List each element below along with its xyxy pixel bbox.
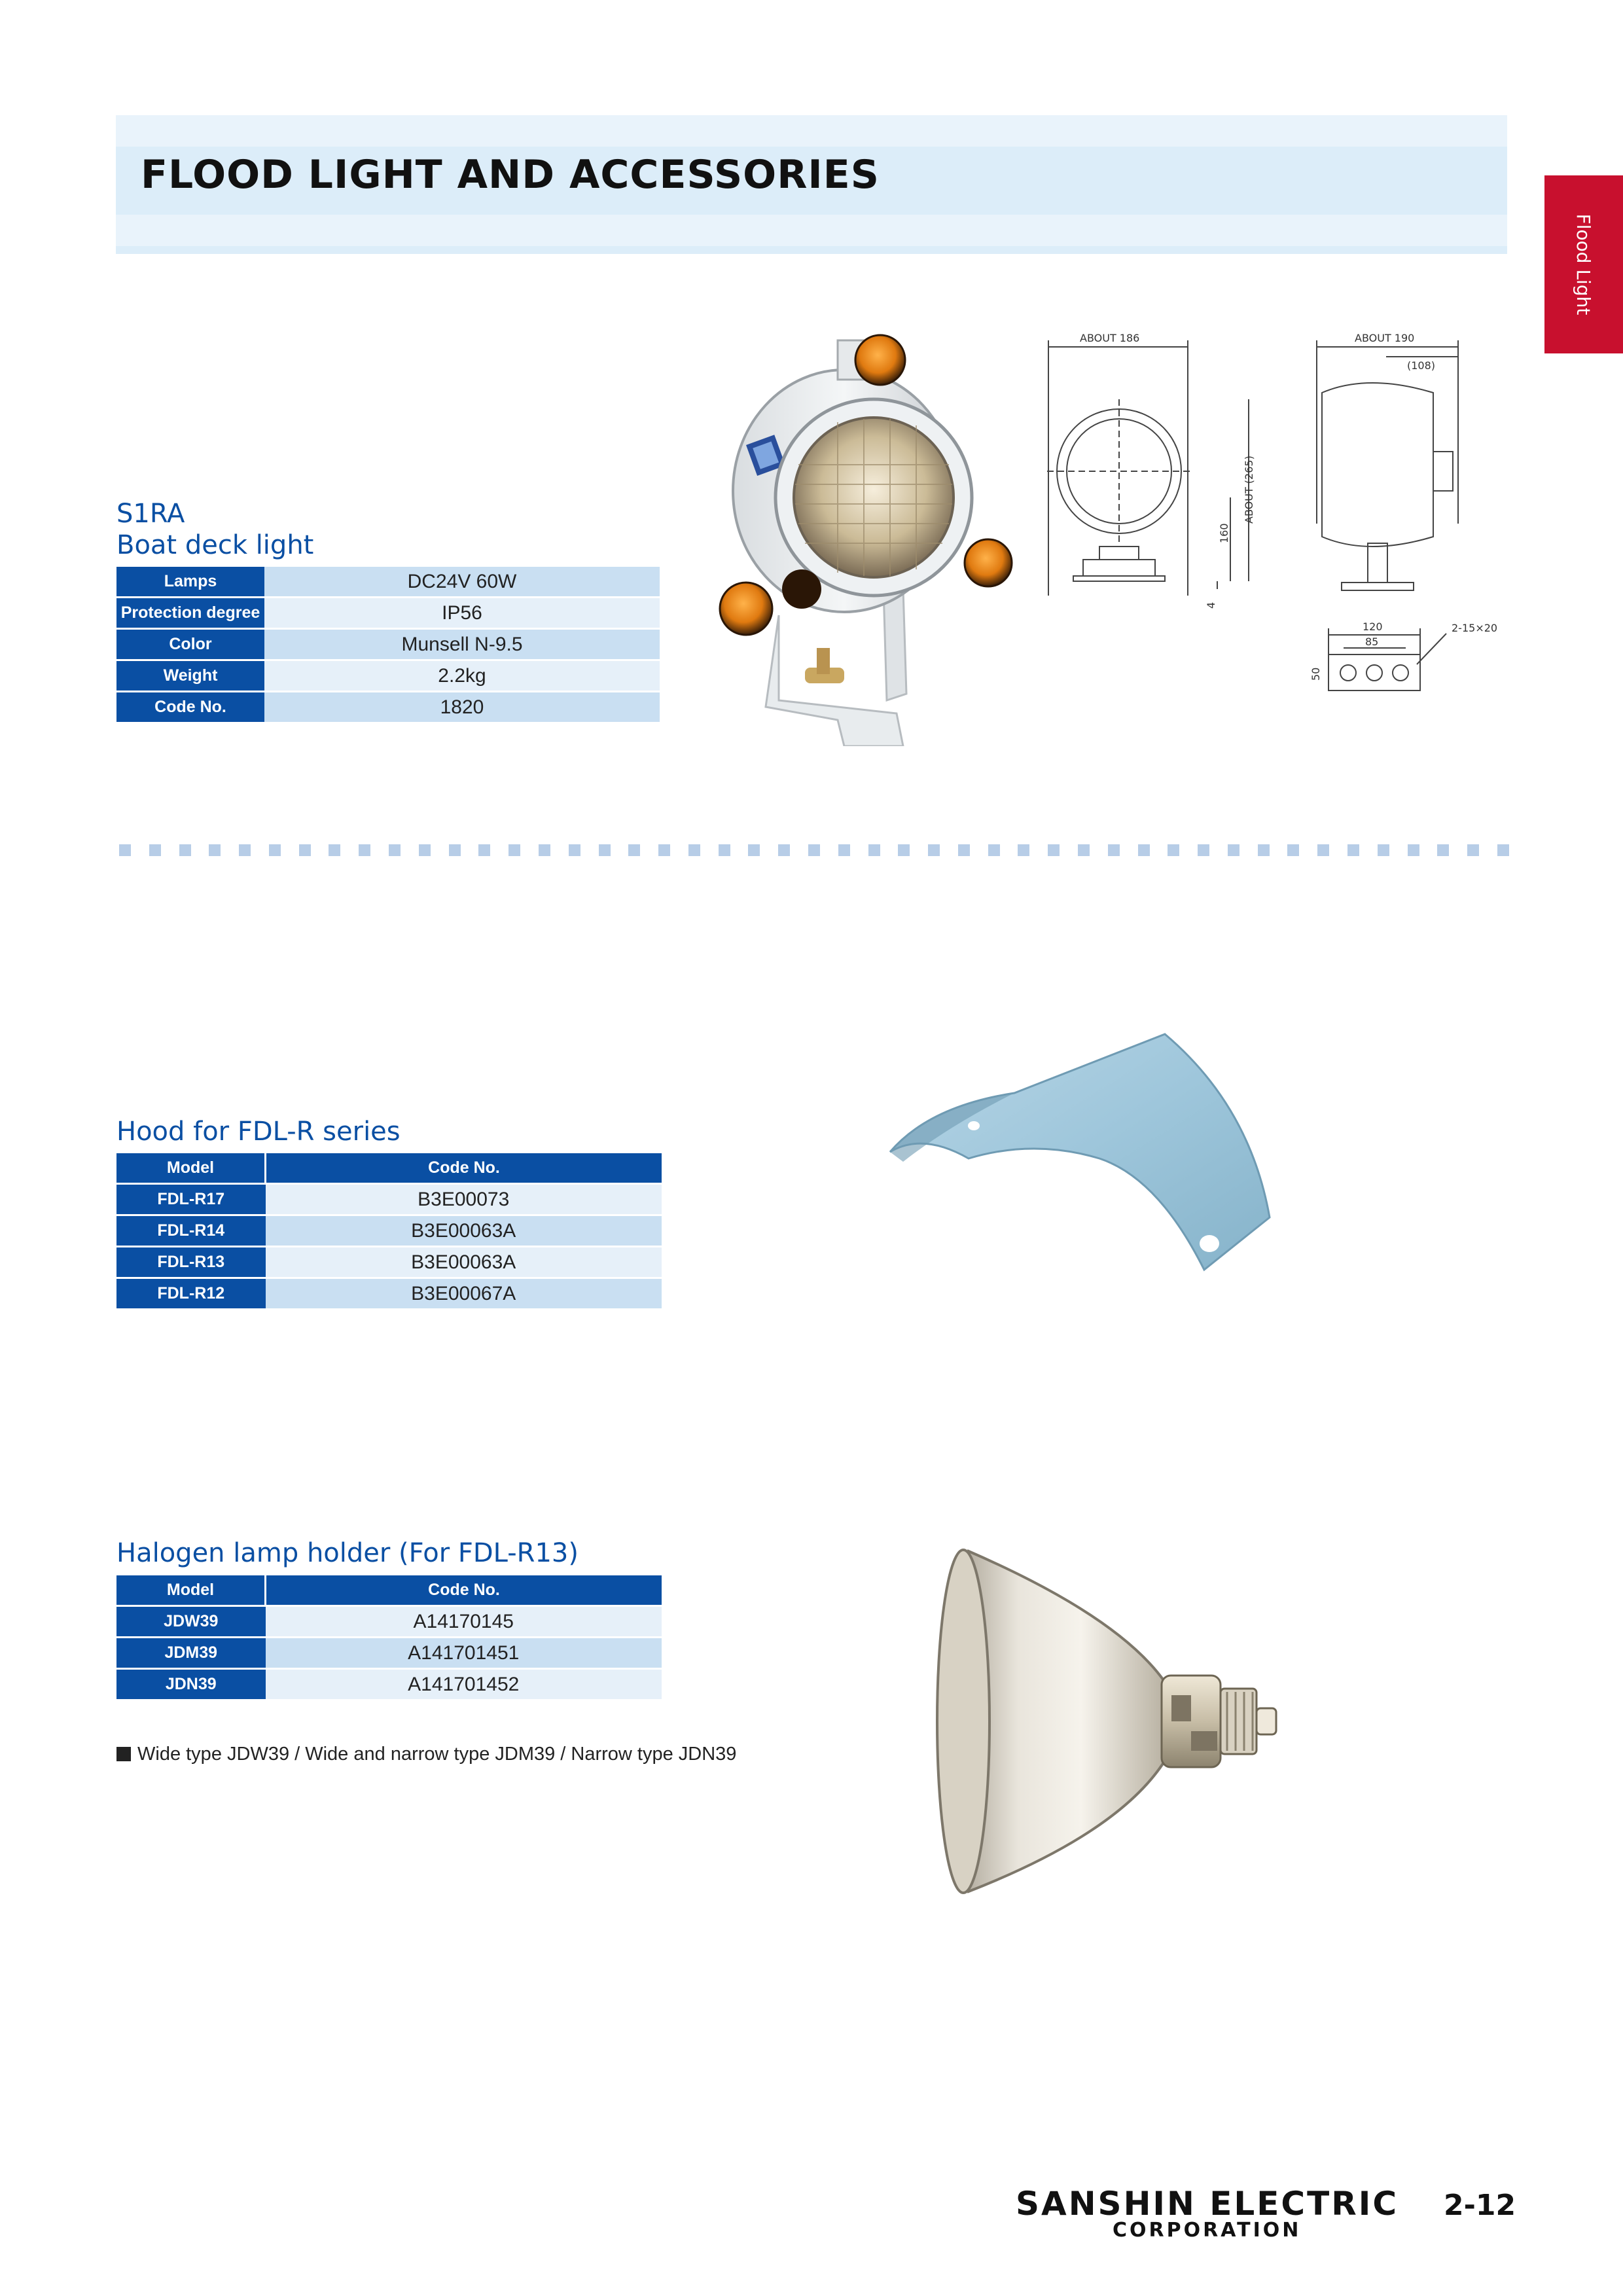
spec-value: 2.2kg	[264, 660, 660, 692]
page-number: 2-12	[1444, 2189, 1516, 2222]
spec-value: DC24V 60W	[264, 567, 660, 598]
code-cell: A14170145	[266, 1606, 662, 1638]
holder-note	[116, 1744, 736, 1765]
table-row	[116, 1606, 662, 1638]
spec-label: Weight	[116, 660, 264, 692]
spec-value: IP56	[264, 598, 660, 629]
table-row	[116, 1278, 662, 1310]
spec-label: Code No.	[116, 692, 264, 723]
model-cell: FDL-R14	[116, 1215, 266, 1247]
product-subtitle: Boat deck light	[116, 530, 314, 560]
model-cell: JDW39	[116, 1606, 266, 1638]
code-cell: B3E00067A	[266, 1278, 662, 1310]
model-cell: FDL-R17	[116, 1184, 266, 1215]
header-stripe-bottom	[116, 215, 1507, 246]
holder-note-text: Wide type JDW39 / Wide and narrow type JDM39 / Narrow type JDN39	[137, 1744, 737, 1765]
spec-label: Protection degree	[116, 598, 264, 629]
hood-image	[883, 1028, 1283, 1276]
table-row	[116, 1638, 662, 1669]
spec-row	[116, 660, 660, 692]
boat-deck-light-image	[707, 327, 1021, 746]
product-model: S1RA	[116, 499, 185, 529]
table-row	[116, 1184, 662, 1215]
model-cell: FDL-R13	[116, 1247, 266, 1278]
table-row	[116, 1669, 662, 1700]
header-model: Model	[116, 1153, 266, 1184]
spec-label: Lamps	[116, 567, 264, 598]
table-row	[116, 1215, 662, 1247]
section-tab-label: Flood Light	[1573, 213, 1595, 315]
dimension-drawing	[1027, 321, 1531, 713]
code-cell: B3E00063A	[266, 1247, 662, 1278]
brand-name: SANSHIN ELECTRIC	[1016, 2185, 1399, 2223]
table-header	[116, 1153, 662, 1184]
header-code: Code No.	[266, 1575, 662, 1606]
holder-title: Halogen lamp holder (For FDL-R13)	[116, 1538, 579, 1568]
header-model: Model	[116, 1575, 266, 1606]
dim-base-thickness: 4	[1205, 601, 1217, 609]
spec-row	[116, 567, 660, 598]
model-cell: JDM39	[116, 1638, 266, 1669]
code-cell: A141701452	[266, 1669, 662, 1700]
dim-hole-pitch: 85	[1365, 636, 1379, 648]
bullet-square-icon	[116, 1747, 131, 1761]
table-header	[116, 1575, 662, 1606]
spec-row	[116, 692, 660, 723]
spec-row	[116, 629, 660, 660]
spec-table	[116, 567, 660, 724]
page-title: FLOOD LIGHT AND ACCESSORIES	[141, 152, 880, 198]
model-cell: JDN39	[116, 1669, 266, 1700]
header-code: Code No.	[266, 1153, 662, 1184]
code-cell: A141701451	[266, 1638, 662, 1669]
dim-side-offset: (108)	[1407, 359, 1436, 372]
dim-height-total: ABOUT (265)	[1243, 456, 1255, 524]
dim-side-width: ABOUT 190	[1355, 332, 1415, 344]
spec-value: Munsell N-9.5	[264, 629, 660, 660]
section-tab[interactable]	[1544, 175, 1623, 353]
dim-base-length: 120	[1363, 620, 1383, 633]
dim-front-width: ABOUT 186	[1080, 332, 1140, 344]
brand-corporation: CORPORATION	[1113, 2219, 1302, 2242]
spec-row	[116, 598, 660, 629]
spec-label: Color	[116, 629, 264, 660]
section-divider	[119, 844, 1509, 856]
dim-height: 160	[1218, 523, 1230, 543]
holder-table	[116, 1575, 662, 1701]
hood-table	[116, 1153, 662, 1310]
dim-base-width: 50	[1310, 667, 1322, 681]
dim-holes: 2-15×20	[1452, 622, 1498, 634]
header-stripe-top	[116, 115, 1507, 147]
spec-value: 1820	[264, 692, 660, 723]
hood-title: Hood for FDL-R series	[116, 1117, 401, 1147]
table-row	[116, 1247, 662, 1278]
code-cell: B3E00063A	[266, 1215, 662, 1247]
model-cell: FDL-R12	[116, 1278, 266, 1310]
lamp-holder-image	[903, 1545, 1289, 1898]
code-cell: B3E00073	[266, 1184, 662, 1215]
